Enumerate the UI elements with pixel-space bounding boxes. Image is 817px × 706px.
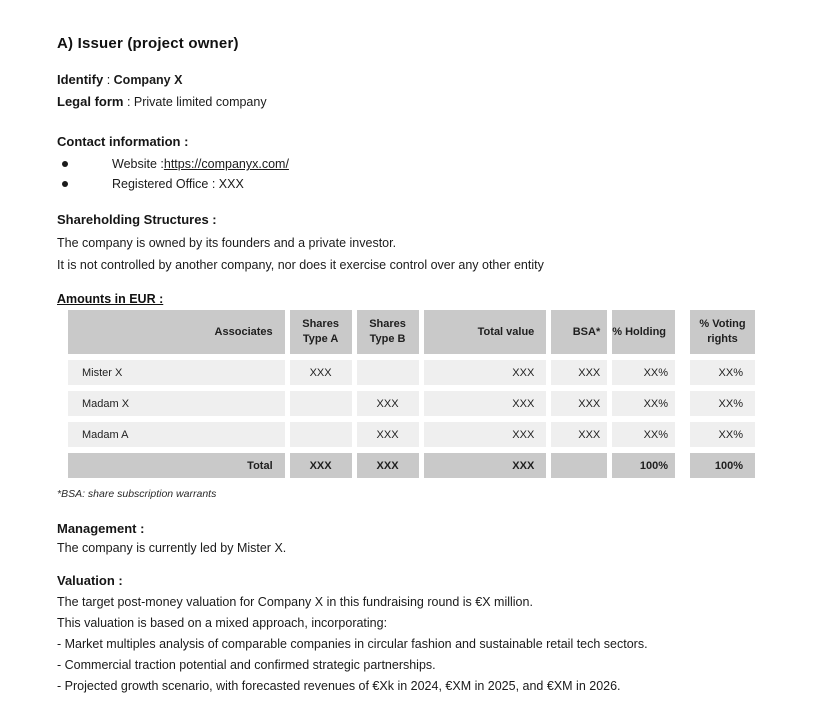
website-link[interactable]: https://companyx.com/ (163, 157, 289, 171)
header-shares-type-a: Shares Type A (290, 310, 352, 354)
cell-total-value: XXX (424, 422, 547, 447)
header-associates: Associates (68, 310, 285, 354)
registered-office-text: Registered Office : XXX (112, 177, 244, 191)
legal-form-label: Legal form (57, 94, 124, 109)
total-shares-a: XXX (290, 453, 352, 478)
valuation-line: - Commercial traction potential and confirmed strategic partnerships. (57, 658, 436, 672)
table-row (68, 360, 755, 385)
list-item-website (57, 154, 760, 174)
management-heading: Management : (57, 521, 145, 536)
identify-label: Identify (57, 72, 104, 87)
cell-voting: XX% (680, 422, 755, 447)
cell-bsa: XXX (551, 391, 607, 416)
header-total-value: Total value (424, 310, 547, 354)
valuation-heading: Valuation : (57, 573, 123, 588)
total-holding: 100% (612, 453, 675, 478)
table-row (68, 422, 755, 447)
contact-list (57, 154, 760, 194)
bullet-icon (62, 181, 68, 187)
bullet-icon (62, 161, 68, 167)
valuation-line: - Market multiples analysis of comparable companies in circular fashion and sustainable retail tech sectors. (57, 637, 648, 651)
header-bsa: BSA* (551, 310, 607, 354)
legal-form-separator: : (123, 95, 134, 109)
table-caption: Amounts in EUR : (57, 292, 164, 306)
valuation-line: The target post-money valuation for Company X in this fundraising round is €X million. (57, 595, 533, 609)
contact-heading: Contact information : (57, 134, 189, 149)
shareholding-paragraphs (57, 232, 760, 276)
cell-bsa: XXX (551, 422, 607, 447)
cell-shares-b (357, 360, 419, 385)
cell-voting: XX% (680, 360, 755, 385)
table-total-row (68, 453, 755, 478)
cell-shares-b: XXX (357, 422, 419, 447)
legal-form-value: Private limited company (133, 95, 267, 109)
cell-associate: Madam A (68, 422, 285, 447)
cell-holding: XX% (612, 391, 675, 416)
page-title: A) Issuer (project owner) (57, 35, 239, 52)
cell-total-value: XXX (424, 360, 547, 385)
cell-associate: Mister X (68, 360, 285, 385)
header-holding: % Holding (612, 310, 675, 354)
list-item-registered-office (57, 174, 760, 194)
identify-separator: : (103, 73, 114, 87)
header-voting-rights: % Voting rights (680, 310, 755, 354)
table-row (68, 391, 755, 416)
total-value: XXX (424, 453, 547, 478)
cell-holding: XX% (612, 360, 675, 385)
identify-line (57, 69, 760, 91)
valuation-line: This valuation is based on a mixed approach, incorporating: (57, 616, 388, 630)
total-shares-b: XXX (357, 453, 419, 478)
cell-total-value: XXX (424, 391, 547, 416)
shareholding-table (63, 304, 760, 484)
valuation-paragraph (57, 592, 760, 697)
cell-voting: XX% (680, 391, 755, 416)
valuation-line: - Projected growth scenario, with forecasted revenues of €Xk in 2024, €XM in 2025, and €XM in 2026. (57, 679, 621, 693)
shareholding-line1: The company is owned by its founders and a private investor. (57, 236, 397, 250)
cell-holding: XX% (612, 422, 675, 447)
legal-form-line (57, 91, 760, 113)
cell-associate: Madam X (68, 391, 285, 416)
total-label: Total (68, 453, 285, 478)
cell-shares-a (290, 391, 352, 416)
header-shares-type-b: Shares Type B (357, 310, 419, 354)
management-body: The company is currently led by Mister X. (57, 541, 287, 555)
table-header-row (68, 310, 755, 354)
cell-shares-a (290, 422, 352, 447)
shareholding-heading: Shareholding Structures : (57, 212, 217, 227)
cell-bsa: XXX (551, 360, 607, 385)
company-name: Company X (113, 73, 183, 87)
cell-shares-b: XXX (357, 391, 419, 416)
table-footnote: *BSA: share subscription warrants (57, 488, 217, 500)
total-bsa (551, 453, 607, 478)
website-label: Website : (112, 157, 164, 171)
total-voting: 100% (680, 453, 755, 478)
shareholding-line2: It is not controlled by another company, nor does it exercise control over any other entity (57, 258, 544, 272)
cell-shares-a: XXX (290, 360, 352, 385)
